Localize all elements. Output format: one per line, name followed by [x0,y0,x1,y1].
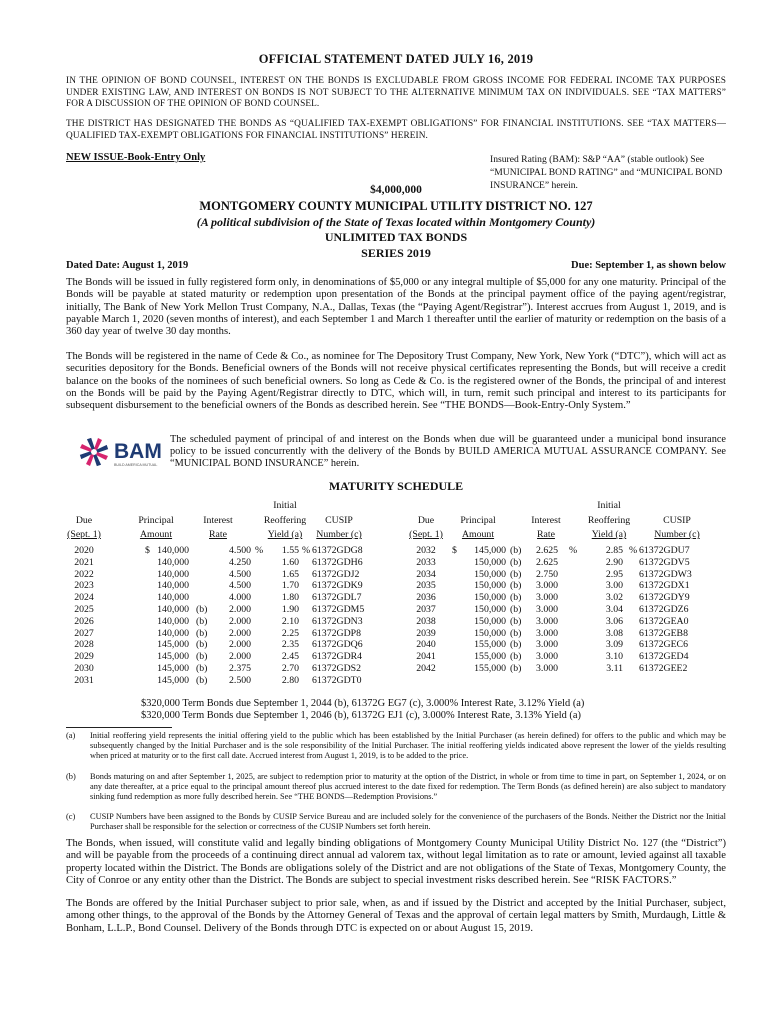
principal-amount: 140,000 [157,615,189,627]
col-header-cusip: CUSIP [663,515,691,526]
cusip-number: 61372GDW3 [639,568,692,580]
redemption-note: (b) [510,615,522,627]
interest-rate: 3.000 [536,627,559,639]
maturity-year: 2039 [416,627,436,639]
redemption-note: (b) [510,627,522,639]
maturity-year: 2036 [416,592,436,604]
principal-amount: 140,000 [157,627,189,639]
reoffering-yield: 3.08 [605,627,623,639]
principal-amount: 155,000 [474,663,506,674]
interest-rate: 3.000 [536,663,559,674]
interest-rate: 4.000 [229,592,252,604]
maturity-year: 2042 [416,663,436,674]
reoffering-yield: 1.90 [281,604,299,615]
maturity-year: 2029 [74,651,94,663]
registration-paragraph: The Bonds will be issued in fully registered form only, in denominations of $5,000 or any integral multiple of $5,000 for any one maturity. Principal of the Bonds will be payable at stated maturity or redemption upon presentation of the Bonds at the principal payment office of the paying agent/registrar, initially, The Bank of New York Mellon Trust Company, N.A., Dallas, Texas (the “Paying Agent/Registrar”). Interest accrues from August 1, 2019, and is payable March 1, 2020 (seven months of interest), and each September 1 and March 1 thereafter until the earlier of maturity or redemption on the basis of a 360 day year of twelve 30 day months. [66,277,726,338]
redemption-note: (b) [196,615,208,627]
interest-rate: 3.000 [536,639,559,651]
col-subheader-interest: Rate [209,529,227,540]
reoffering-yield: 2.45 [281,651,299,663]
principal-amount: 155,000 [474,651,506,663]
interest-rate: 2.000 [229,639,252,651]
page-title: OFFICIAL STATEMENT DATED JULY 16, 2019 [258,52,534,66]
reoffering-yield: 2.70 [281,663,299,674]
col-header-principal: Principal [460,515,496,526]
cusip-number: 61372GEB8 [639,627,688,639]
redemption-note: (b) [510,580,522,592]
footnote-label: (b) [66,772,76,781]
redemption-note: (b) [510,556,522,568]
bam-insurance-paragraph: The scheduled payment of principal of and interest on the Bonds when due will be guaranteed under a municipal bond insurance policy to be issued concurrently with the delivery of the Bonds by BUILD AMERICA MUTUAL ASSURANCE COMPANY. See “MUNICIPAL BOND INSURANCE” herein. [170,434,726,470]
col-subheader-interest: Rate [537,529,555,540]
reoffering-yield: 3.04 [605,604,623,615]
redemption-note: (b) [196,663,208,674]
col-subheader-cusip: Number (c) [316,529,362,540]
principal-amount: 145,000 [157,639,189,651]
redemption-note: (b) [510,651,522,663]
issuer-name: MONTGOMERY COUNTY MUNICIPAL UTILITY DISTRICT NO. 127 [199,199,593,213]
principal-amount: 145,000 [157,663,189,674]
reoffering-yield: 1.70 [281,580,299,592]
reoffering-yield: 1.65 [281,568,299,580]
principal-amount: 150,000 [474,556,506,568]
redemption-note: (b) [196,651,208,663]
cusip-number: 61372GDS2 [312,663,361,674]
principal-amount: 145,000 [157,674,189,686]
interest-rate: 2.625 [536,545,559,556]
redemption-note: (b) [196,627,208,639]
interest-rate: 4.500 [229,580,252,592]
new-issue-label: NEW ISSUE-Book-Entry Only [66,152,206,163]
col-header-principal: Principal [138,515,174,526]
col-header-due: Due [75,515,93,526]
footnote-text: Bonds maturing on and after September 1, 2025, are subject to redemption prior to maturity at the option of the District, in whole or from time to time in part, on September 1, 2024, or on any date thereafter, at a price equal to the principal amount thereof plus accrued interest to the date fixed for redemption. The Term Bonds (as defined herein) are also subject to mandatory sinking fund redemption as more fully described herein. See “THE BONDS—Redemption Provisions.” [90,772,726,801]
interest-rate: 2.625 [536,556,559,568]
footnote-divider [66,727,172,728]
interest-rate: 3.000 [536,615,559,627]
maturity-year: 2037 [416,604,436,615]
dtc-paragraph: The Bonds will be registered in the name of Cede & Co., as nominee for The Depository Trust Company, New York, New York (“DTC”), which will act as securities depository for the Bonds. Beneficial owners of the Bonds will not receive physical certificates representing the Bonds, but will receive a credit balance on the books of the nominees of such beneficial owners. So long as Cede & Co. is the registered owner of the Bonds, the principal of and interest on the Bonds will be paid by the Paying Agent/Registrar directly to DTC, which will, in turn, remit such principal and interest to its participants for subsequent disbursement to the beneficial owners of the Bonds as described herein. See “THE BONDS—Book-Entry-Only System.” [66,351,726,412]
cusip-number: 61372GDN3 [312,615,363,627]
percent-sign: % [302,545,311,556]
cusip-number: 61372GDV5 [639,556,690,568]
maturity-year: 2027 [74,627,94,639]
maturity-year: 2023 [74,580,94,592]
col-subheader-yield: Yield (a) [267,529,303,540]
redemption-note: (b) [510,663,522,674]
footnote-label: (c) [66,812,76,821]
principal-amount: 140,000 [157,568,189,580]
col-header-reoffering: Reoffering [263,515,307,526]
maturity-year: 2020 [74,545,94,556]
maturity-schedule-table [66,500,726,695]
maturity-year: 2032 [416,545,436,556]
reoffering-yield: 2.85 [605,545,623,556]
cusip-number: 61372GDH6 [312,556,363,568]
interest-rate: 2.000 [229,615,252,627]
principal-amount: 150,000 [474,580,506,592]
due-date: Due: September 1, as shown below [571,260,726,271]
interest-rate: 2.000 [229,627,252,639]
bond-type: UNLIMITED TAX BONDS [324,230,468,244]
interest-rate: 3.000 [536,580,559,592]
col-subheader-principal: Amount [461,529,495,540]
footnote-label: (a) [66,731,76,740]
cusip-number: 61372GDU7 [639,545,690,556]
interest-rate: 2.500 [229,674,252,686]
maturity-year: 2026 [74,615,94,627]
interest-rate: 3.000 [536,604,559,615]
cusip-number: 61372GDJ2 [312,568,360,580]
cusip-number: 61372GDZ6 [639,604,689,615]
interest-rate: 2.000 [229,651,252,663]
reoffering-yield: 1.60 [281,556,299,568]
bam-logo [76,434,166,470]
col-subheader-yield: Yield (a) [591,529,627,540]
interest-rate: 4.250 [229,556,252,568]
cusip-number: 61372GED4 [639,651,689,663]
col-subheader-cusip: Number (c) [654,529,700,540]
principal-amount: 145,000 [157,651,189,663]
cusip-number: 61372GDM5 [312,604,365,615]
reoffering-yield: 1.80 [281,592,299,604]
redemption-note: (b) [510,592,522,604]
cusip-number: 61372GDL7 [312,592,362,604]
cusip-number: 61372GDP8 [312,627,361,639]
maturity-year: 2030 [74,663,94,674]
cusip-number: 61372GDG8 [312,545,363,556]
dollar-sign: $ [452,545,457,556]
cusip-number: 61372GEE2 [639,663,688,674]
percent-sign: % [629,545,638,556]
reoffering-yield: 3.00 [605,580,623,592]
principal-amount: 140,000 [157,556,189,568]
interest-rate: 3.000 [536,592,559,604]
tax-opinion-paragraph: IN THE OPINION OF BOND COUNSEL, INTEREST ON THE BONDS IS EXCLUDABLE FROM GROSS INCOME FOR FEDERAL INCOME TAX PURPOSES UNDER EXISTING LAW, AND INTEREST ON BONDS IS NOT SUBJECT TO THE ALTERNATIVE MINIMUM TAX ON INDIVIDUALS. SEE “TAX MATTERS” FOR A DISCUSSION OF THE OPINION OF BOND COUNSEL. [66,76,726,110]
principal-amount: 150,000 [474,627,506,639]
principal-amount: 155,000 [474,639,506,651]
col-header-reoffering: Reoffering [587,515,631,526]
maturity-year: 2038 [416,615,436,627]
maturity-year: 2031 [74,674,94,686]
dollar-sign: $ [145,545,150,556]
maturity-year: 2040 [416,639,436,651]
principal-amount: 150,000 [474,604,506,615]
dated-date: Dated Date: August 1, 2019 [66,260,189,271]
principal-amount: 145,000 [474,545,506,556]
reoffering-yield: 3.10 [605,651,623,663]
maturity-year: 2024 [74,592,94,604]
insured-rating: Insured Rating (BAM): S&P “AA” (stable outlook) See “MUNICIPAL BOND RATING” and “MUNICIPAL BOND INSURANCE” herein. [490,154,723,191]
reoffering-yield: 2.95 [605,568,623,580]
maturity-year: 2025 [74,604,94,615]
term-bonds [141,698,584,723]
redemption-note: (b) [510,568,522,580]
offering-paragraph: The Bonds are offered by the Initial Purchaser subject to prior sale, when, as and if issued by the District and accepted by the Initial Purchaser, subject, among other things, to the approval of the Bonds by the Attorney General of Texas and the approval of certain legal matters by Smith, Murdaugh, Little & Bonham, L.L.P., Bond Counsel. Delivery of the Bonds through DTC is expected on or about August 15, 2019. [66,898,726,934]
redemption-note: (b) [510,604,522,615]
qualified-obligations-paragraph: THE DISTRICT HAS DESIGNATED THE BONDS AS “QUALIFIED TAX-EXEMPT OBLIGATIONS” FOR FINANCIAL INSTITUTIONS. SEE “TAX MATTERS— QUALIFIED TAX-EXEMPT OBLIGATIONS FOR FINANCIAL INSTITUTIONS” HEREIN. [66,119,726,141]
reoffering-yield: 2.80 [281,674,299,686]
issuer-subdivision: (A political subdivision of the State of Texas located within Montgomery County) [196,214,596,229]
principal-amount: 140,000 [157,580,189,592]
cusip-number: 61372GDX1 [639,580,690,592]
principal-amount: 140,000 [157,545,189,556]
bam-star-icon [78,436,109,467]
reoffering-yield: 2.25 [281,627,299,639]
bond-series: SERIES 2019 [361,245,431,260]
maturity-year: 2033 [416,556,436,568]
interest-rate: 2.750 [536,568,559,580]
interest-rate: 2.000 [229,604,252,615]
maturity-year: 2034 [416,568,436,580]
redemption-note: (b) [196,639,208,651]
col-header-interest: Interest [531,515,561,526]
redemption-note: (b) [510,545,522,556]
col-header-interest: Interest [203,515,233,526]
footnote-text: Initial reoffering yield represents the initial offering yield to the public which has been established by the Initial Purchaser (as herein defined) for offers to the public and which may be subsequently changed by the Initial Purchaser and is the sole responsibility of the Initial Purchaser. The initial reoffering yields indicated above represent the lower of the yields resulting when priced at maturity or to the first call date. Accrued interest from August 1, 2019, is to be added to the price. [90,731,726,760]
percent-sign: % [255,545,264,556]
interest-rate: 4.500 [229,568,252,580]
maturity-year: 2041 [416,651,436,663]
reoffering-yield: 3.06 [605,615,623,627]
bam-tagline: BUILD AMERICA MUTUAL [114,463,158,467]
col-subheader-principal: Amount [139,529,173,540]
bam-logo-mark [76,434,166,470]
cusip-number: 61372GEA0 [639,615,689,627]
principal-amount: 150,000 [474,568,506,580]
redemption-note: (b) [196,674,208,686]
reoffering-yield: 1.55 [281,545,299,556]
redemption-note: (b) [196,604,208,615]
cusip-number: 61372GDT0 [312,674,362,686]
col-header-initial: Initial [273,500,297,511]
cusip-number: 61372GEC6 [639,639,688,651]
principal-amount: 140,000 [157,604,189,615]
redemption-note: (b) [510,639,522,651]
cusip-number: 61372GDQ6 [312,639,363,651]
reoffering-yield: 3.11 [606,663,623,674]
cusip-number: 61372GDY9 [639,592,690,604]
cusip-number: 61372GDK9 [312,580,363,592]
col-subheader-due: (Sept. 1) [409,529,443,540]
maturity-year: 2028 [74,639,94,651]
col-subheader-due: (Sept. 1) [67,529,101,540]
issuer-heading [66,199,726,261]
principal-amount: 140,000 [157,592,189,604]
obligations-paragraph: The Bonds, when issued, will constitute valid and legally binding obligations of Montgomery County Municipal Utility District No. 127 (the “District”) and will be payable from the proceeds of a continuing direct annual ad valorem tax, without legal limitation as to rate or amount, levied against all taxable property located within the District. The Bonds are obligations solely of the District and are not obligations of the State of Texas, Montgomery County, the City of Conroe or any entity other than the District. The Bonds are subject to special investment risks described herein. See “RISK FACTORS.” [66,838,726,886]
footnote-c [66,812,726,832]
col-header-cusip: CUSIP [325,515,353,526]
reoffering-yield: 3.09 [605,639,623,651]
maturity-year: 2022 [74,568,94,580]
principal-amount: 150,000 [474,615,506,627]
term-bond-line: $320,000 Term Bonds due September 1, 2044 (b), 61372G EG7 (c), 3.000% Interest Rate, 3.12% Yield (a) [141,698,585,709]
term-bond-line: $320,000 Term Bonds due September 1, 2046 (b), 61372G EJ1 (c), 3.000% Interest Rate, 3.13% Yield (a) [141,710,581,722]
maturity-schedule-title: MATURITY SCHEDULE [328,479,464,493]
col-header-due: Due [417,515,435,526]
reoffering-yield: 3.02 [605,592,623,604]
reoffering-yield: 2.35 [281,639,299,651]
footnote-b [66,772,726,802]
interest-rate: 4.500 [229,545,252,556]
percent-sign: % [569,545,578,556]
footnote-a [66,731,726,761]
interest-rate: 3.000 [536,651,559,663]
reoffering-yield: 2.90 [605,556,623,568]
issue-amount: $4,000,000 [370,184,422,196]
interest-rate: 2.375 [229,663,252,674]
cusip-number: 61372GDR4 [312,651,363,663]
bam-wordmark: BAM [114,440,162,463]
principal-amount: 150,000 [474,592,506,604]
reoffering-yield: 2.10 [281,615,299,627]
maturity-year: 2021 [74,556,94,568]
col-header-initial: Initial [597,500,621,511]
footnote-text: CUSIP Numbers have been assigned to the Bonds by CUSIP Service Bureau and are included solely for the convenience of the purchasers of the Bonds. Neither the District nor the Initial Purchaser shall be responsible for the selection or correctness of the CUSIP Numbers set forth herein. [90,812,726,831]
maturity-year: 2035 [416,580,436,592]
